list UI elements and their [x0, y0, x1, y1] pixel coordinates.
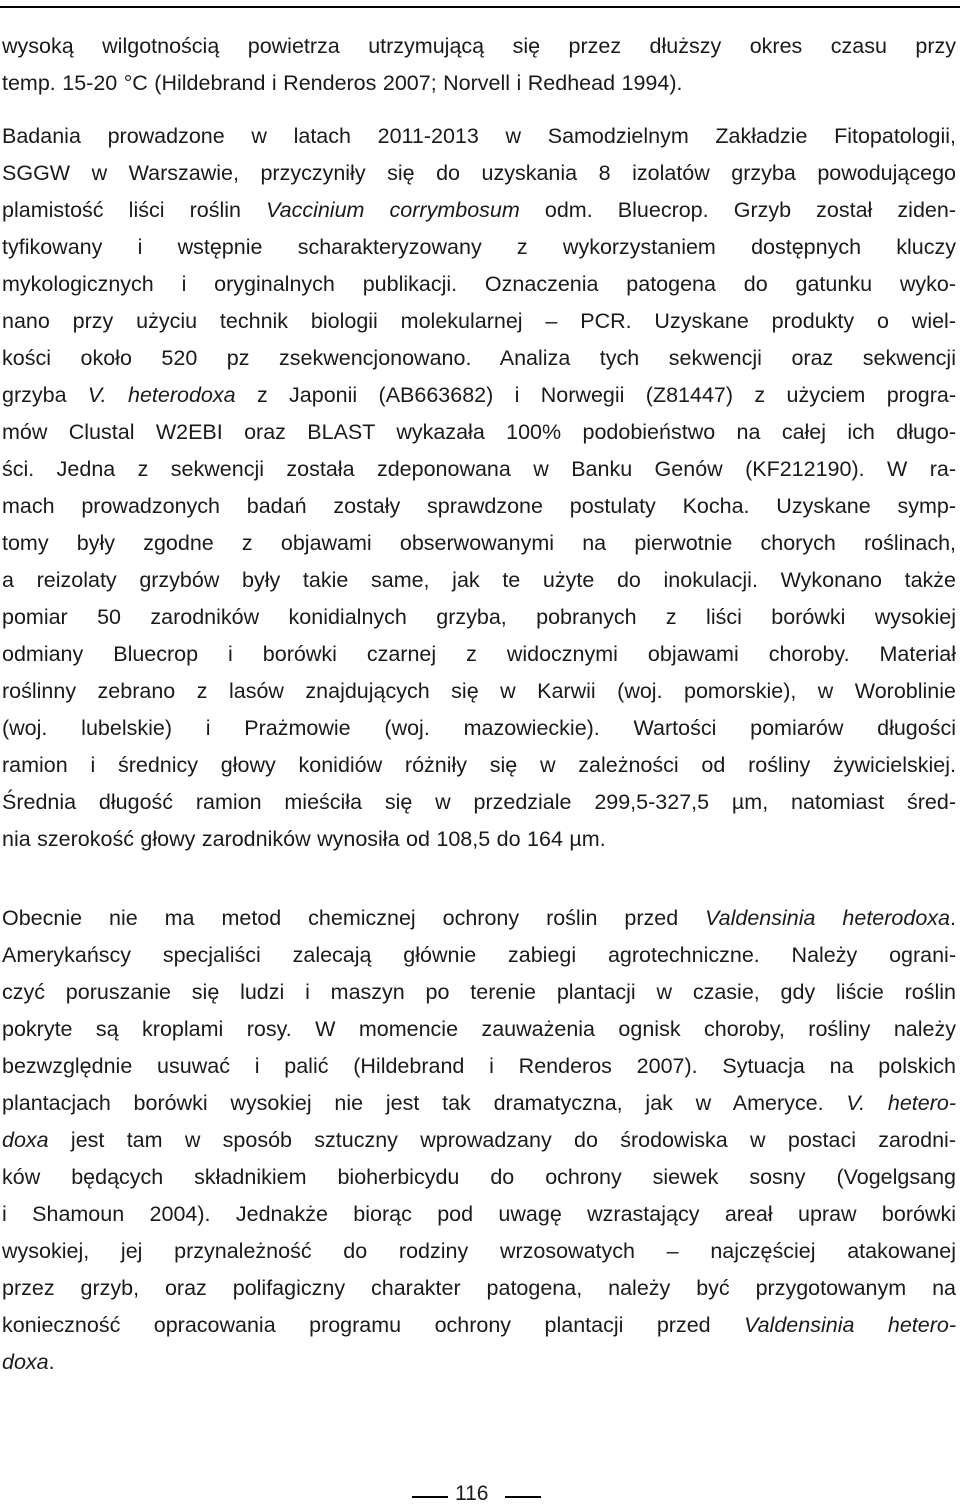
text-span: nano przy użyciu technik biologii molekularnej – PCR. Uzyskane produkty o wiel-	[2, 309, 956, 333]
footer-dash-right	[505, 1496, 541, 1498]
text-span: Obecnie nie ma metod chemicznej ochrony roślin przed	[2, 906, 706, 930]
text-span: ści. Jedna z sekwencji została zdeponowana w Banku Genów (KF212190). W ra-	[2, 457, 956, 481]
text-span: (woj. lubelskie) i Prażmowie (woj. mazowieckie). Wartości pomiarów długości	[2, 716, 956, 740]
text-span: ramion i średnicy głowy konidiów różniły się w zależności od rośliny żywicielskiej.	[2, 753, 956, 777]
italic-text: Vaccinium corrymbosum	[266, 198, 520, 222]
text-line: wysoką wilgotnością powietrza utrzymującą się przez dłuższy okres czasu przy	[2, 34, 956, 58]
text-span: jest tam w sposób sztuczny wprowadzany do środowiska w postaci zarodni-	[48, 1128, 956, 1152]
text-span: kości około 520 pz zsekwencjonowano. Analiza tych sekwencji oraz sekwencji	[2, 346, 956, 370]
text-line	[2, 1196, 956, 1233]
text-line	[2, 1233, 956, 1270]
text-line	[2, 377, 956, 414]
text-span: czyć poruszanie się ludzi i maszyn po terenie plantacji w czasie, gdy liście roślin	[2, 980, 956, 1004]
text-span: bezwzględnie usuwać i palić (Hildebrand i Renderos 2007). Sytuacja na polskich	[2, 1054, 956, 1078]
text-line	[2, 562, 956, 599]
text-span: mykologicznych i oryginalnych publikacji. Oznaczenia patogena do gatunku wyko-	[2, 272, 956, 296]
text-line	[2, 747, 956, 784]
text-line	[2, 1159, 956, 1196]
text-line	[2, 192, 956, 229]
italic-text: Valdensinia heterodoxa	[705, 906, 950, 930]
text-line	[2, 673, 956, 710]
text-line	[2, 1085, 956, 1122]
text-line	[2, 155, 956, 192]
text-span: SGGW w Warszawie, przyczyniły się do uzyskania 8 izolatów grzyba powodującego	[2, 161, 956, 185]
text-line	[2, 525, 956, 562]
text-span: mach prowadzonych badań zostały sprawdzone postulaty Kocha. Uzyskane symp-	[2, 494, 956, 518]
text-span: roślinny zebrano z lasów znajdujących się w Karwii (woj. pomorskie), w Woroblinie	[2, 679, 956, 703]
text-line: temp. 15-20 °C (Hildebrand i Renderos 2007; Norvell i Redhead 1994).	[2, 71, 683, 95]
text-line	[2, 340, 956, 377]
text-span: plamistość liści roślin	[2, 198, 267, 222]
text-line	[2, 599, 956, 636]
italic-text: Valdensinia hetero-	[744, 1313, 956, 1337]
text-span: grzyba	[2, 383, 88, 407]
text-line	[2, 1270, 956, 1307]
italic-text: doxa	[2, 1128, 49, 1152]
text-line	[2, 937, 956, 974]
text-line	[2, 1307, 956, 1344]
text-span: tyfikowany i wstępnie scharakteryzowany z wykorzystaniem dostępnych kluczy	[2, 235, 956, 259]
text-line	[2, 900, 956, 937]
text-span: Średnia długość ramion mieściła się w przedziale 299,5-327,5 µm, natomiast śred-	[2, 790, 956, 814]
text-line	[2, 118, 956, 155]
text-line	[2, 821, 956, 858]
page-footer	[0, 1482, 960, 1512]
text-span: przez grzyb, oraz polifagiczny charakter patogena, należy być przygotowanym na	[2, 1276, 956, 1300]
paragraph-1	[2, 28, 956, 102]
text-line	[2, 1344, 956, 1381]
text-span: plantacjach borówki wysokiej nie jest tak dramatyczna, jak w Ameryce.	[2, 1091, 847, 1115]
text-line	[2, 303, 956, 340]
text-line	[2, 974, 956, 1011]
top-rule	[0, 6, 960, 8]
text-span: konieczność opracowania programu ochrony plantacji przed	[2, 1313, 745, 1337]
italic-text: V. heterodoxa	[87, 383, 236, 407]
italic-text: V. hetero-	[846, 1091, 956, 1115]
paragraph-3	[2, 900, 956, 1381]
text-line	[2, 1011, 956, 1048]
paragraph-2	[2, 118, 956, 858]
text-line	[2, 636, 956, 673]
text-span: ków będących składnikiem bioherbicydu do ochrony siewek sosny (Vogelgsang	[2, 1165, 956, 1189]
text-line	[2, 488, 956, 525]
text-span: Amerykańscy specjaliści zalecają głównie zabiegi agrotechniczne. Należy ograni-	[2, 943, 956, 967]
text-line	[2, 229, 956, 266]
text-span: z Japonii (AB663682) i Norwegii (Z81447) z użyciem progra-	[235, 383, 957, 407]
text-line	[2, 266, 956, 303]
text-line	[2, 1048, 956, 1085]
page-number: 116	[455, 1482, 489, 1505]
text-span: wysokiej, jej przynależność do rodziny wrzosowatych – najczęściej atakowanej	[2, 1239, 956, 1263]
text-span: mów Clustal W2EBI oraz BLAST wykazała 100% podobieństwo na całej ich długo-	[2, 420, 956, 444]
text-line	[2, 710, 956, 747]
text-line	[2, 451, 956, 488]
text-span: pokryte są kroplami rosy. W momencie zauważenia ognisk choroby, rośliny należy	[2, 1017, 956, 1041]
text-span: odmiany Bluecrop i borówki czarnej z widocznymi objawami choroby. Materiał	[2, 642, 956, 666]
text-span: a reizolaty grzybów były takie same, jak te użyte do inokulacji. Wykonano także	[2, 568, 956, 592]
text-line	[2, 414, 956, 451]
text-span: odm. Bluecrop. Grzyb został ziden-	[519, 198, 956, 222]
text-span: tomy były zgodne z objawami obserwowanymi na pierwotnie chorych roślinach,	[2, 531, 956, 555]
text-span: pomiar 50 zarodników konidialnych grzyba, pobranych z liści borówki wysokiej	[2, 605, 956, 629]
text-line	[2, 784, 956, 821]
text-line	[2, 1122, 956, 1159]
text-span: .	[950, 906, 956, 930]
italic-text: doxa	[2, 1350, 49, 1374]
text-span: Badania prowadzone w latach 2011-2013 w Samodzielnym Zakładzie Fitopatologii,	[2, 124, 956, 148]
text-span: nia szerokość głowy zarodników wynosiła od 108,5 do 164 µm.	[2, 827, 606, 851]
text-span: i Shamoun 2004). Jednakże biorąc pod uwagę wzrastający areał upraw borówki	[2, 1202, 956, 1226]
text-span: .	[48, 1350, 55, 1374]
footer-dash-left	[412, 1496, 448, 1498]
